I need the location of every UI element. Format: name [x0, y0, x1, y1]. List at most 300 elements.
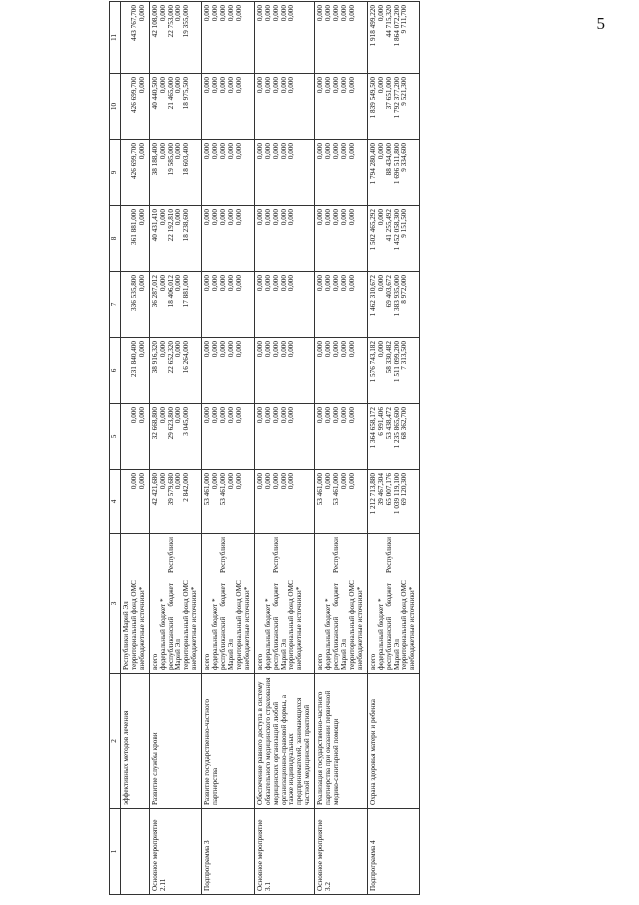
- amount: 6 991,406: [376, 407, 385, 436]
- amount: 0,000: [263, 407, 272, 424]
- amount: 0,000: [324, 5, 333, 22]
- table-body: [120, 2, 419, 895]
- amount: 0,000: [219, 275, 228, 292]
- value-cell: [120, 404, 149, 470]
- value-cell: [149, 140, 202, 206]
- value-cell: [202, 470, 255, 534]
- amount: 88 434,000: [384, 143, 393, 176]
- funding-source-label: всего: [255, 653, 264, 670]
- value-cell: [315, 404, 368, 470]
- amount: 0,000: [203, 407, 212, 424]
- value-cell: [120, 2, 149, 74]
- funding-source-label: внебюджетные источники*: [295, 586, 304, 670]
- amount: 0,000: [263, 275, 272, 292]
- funding-source-label: федеральный бюджет *: [324, 598, 333, 670]
- amount: 0,000: [332, 275, 341, 292]
- amount: 0,000: [332, 77, 341, 94]
- amount: 0,000: [347, 341, 356, 358]
- amount: 0,000: [347, 275, 356, 292]
- value-cell: [120, 338, 149, 404]
- row-title: Обеспечение равного доступа в систему обязательного медицинского страхования медицинских организаций любой организационно-правовой формы, а также индивидуальных предпринимателей, занимающихся частной медицинской практикой: [254, 674, 314, 809]
- funding-source-label: внебюджетные источники*: [190, 586, 199, 670]
- amount: 0,000: [234, 209, 243, 226]
- funding-source-label: федеральный бюджет *: [211, 598, 220, 670]
- amount: 0,000: [255, 341, 264, 358]
- funding-sources: [120, 534, 149, 674]
- amount: 0,000: [316, 77, 325, 94]
- amount: 0,000: [226, 473, 235, 490]
- amount: 0,000: [174, 77, 183, 94]
- value-cell: [149, 272, 202, 338]
- amount: 0,000: [279, 275, 288, 292]
- table-row: [254, 2, 314, 895]
- amount: 0,000: [332, 341, 341, 358]
- value-cell: [254, 338, 314, 404]
- funding-sources: [149, 534, 202, 674]
- amount: 1 383 935,000: [392, 275, 401, 317]
- amount: 1 794 280,400: [368, 143, 377, 185]
- amount: 0,000: [287, 407, 296, 424]
- amount: 0,000: [279, 77, 288, 94]
- col-number: 1: [110, 809, 121, 895]
- amount: 0,000: [271, 275, 280, 292]
- funding-source-label: всего: [203, 653, 212, 670]
- value-cell: [202, 2, 255, 74]
- amount: 0,000: [347, 143, 356, 160]
- amount: 0,000: [339, 77, 348, 94]
- amount: 32 668,800: [150, 407, 159, 440]
- table-row: [367, 2, 420, 895]
- column-number-row: [110, 2, 121, 895]
- funding-source-label: территориальный фонд ОМС: [129, 580, 138, 670]
- row-name: [120, 809, 149, 895]
- amount: 0,000: [255, 209, 264, 226]
- value-cell: [254, 272, 314, 338]
- value-cell: [315, 2, 368, 74]
- amount: 0,000: [137, 407, 146, 424]
- amount: 16 264,000: [182, 341, 191, 374]
- value-cell: [254, 206, 314, 272]
- amount: 0,000: [287, 341, 296, 358]
- col-number: 9: [110, 140, 121, 206]
- amount: 0,000: [339, 209, 348, 226]
- funding-source-label: республиканский бюджет Республики Марий Эл: [271, 537, 288, 670]
- amount: 0,000: [226, 143, 235, 160]
- amount: 443 767,700: [129, 5, 138, 41]
- amount: 0,000: [174, 5, 183, 22]
- row-title: Охрана здоровья матери и ребенка: [367, 674, 420, 809]
- amount: 0,000: [174, 275, 183, 292]
- amount: 69 120,300: [400, 473, 409, 506]
- amount: 0,000: [234, 77, 243, 94]
- amount: 0,000: [203, 275, 212, 292]
- value-cell: [120, 272, 149, 338]
- amount: 22 652,320: [166, 341, 175, 374]
- amount: 9 334,600: [400, 143, 409, 172]
- value-cell: [202, 140, 255, 206]
- amount: 0,000: [316, 5, 325, 22]
- amount: 18 406,012: [166, 275, 175, 308]
- amount: 22 192,810: [166, 209, 175, 242]
- amount: 1 864 072,200: [392, 5, 401, 47]
- funding-source-label: территориальный фонд ОМС: [182, 580, 191, 670]
- amount: 0,000: [376, 143, 385, 160]
- row-title: эффективных методов лечения: [120, 674, 149, 809]
- amount: 0,000: [316, 341, 325, 358]
- amount: 0,000: [234, 5, 243, 22]
- amount: 22 753,000: [166, 5, 175, 38]
- amount: 0,000: [234, 275, 243, 292]
- funding-source-label: федеральный бюджет *: [158, 598, 167, 670]
- amount: 0,000: [137, 77, 146, 94]
- amount: 0,000: [339, 341, 348, 358]
- amount: 1 918 499,220: [368, 5, 377, 47]
- table-row: [315, 2, 368, 895]
- value-cell: [254, 74, 314, 140]
- funding-source-label: республиканский бюджет Республики Марий Эл: [219, 537, 235, 670]
- funding-source-label: всего: [150, 653, 159, 670]
- value-cell: [202, 272, 255, 338]
- amount: 0,000: [376, 209, 385, 226]
- amount: 0,000: [255, 275, 264, 292]
- amount: 0,000: [234, 341, 243, 358]
- value-cell: [149, 338, 202, 404]
- amount: 0,000: [263, 77, 272, 94]
- amount: 19 355,000: [182, 5, 191, 38]
- amount: 0,000: [339, 275, 348, 292]
- amount: 0,000: [234, 143, 243, 160]
- amount: 0,000: [203, 77, 212, 94]
- row-name: Подпрограмма 3: [202, 809, 255, 895]
- value-cell: [120, 470, 149, 534]
- amount: 0,000: [263, 143, 272, 160]
- amount: 0,000: [279, 209, 288, 226]
- amount: 1 039 119,100: [392, 473, 401, 515]
- amount: 0,000: [137, 473, 146, 490]
- amount: 0,000: [376, 275, 385, 292]
- value-cell: [315, 338, 368, 404]
- amount: 0,000: [263, 341, 272, 358]
- amount: 9 151,500: [400, 209, 409, 238]
- amount: 0,000: [211, 77, 220, 94]
- amount: 0,000: [174, 341, 183, 358]
- amount: 0,000: [332, 143, 341, 160]
- value-cell: [149, 404, 202, 470]
- amount: 17 881,000: [182, 275, 191, 308]
- amount: 0,000: [219, 5, 228, 22]
- amount: 0,000: [255, 407, 264, 424]
- amount: 0,000: [376, 77, 385, 94]
- amount: 58 330,482: [384, 341, 393, 374]
- row-title: Развитие службы крови: [149, 674, 202, 809]
- value-cell: [202, 206, 255, 272]
- amount: 53 461,000: [203, 473, 212, 506]
- amount: 0,000: [255, 143, 264, 160]
- amount: 0,000: [137, 209, 146, 226]
- amount: 0,000: [263, 473, 272, 490]
- funding-source-label: республиканский бюджет Республики Марий Эл: [384, 537, 401, 670]
- row-title: Развитие государственно-частного партнерства: [202, 674, 255, 809]
- amount: 3 045,000: [182, 407, 191, 436]
- amount: 0,000: [226, 407, 235, 424]
- value-cell: [202, 74, 255, 140]
- amount: 0,000: [158, 341, 167, 358]
- amount: 9 521,300: [400, 77, 409, 106]
- amount: 0,000: [279, 143, 288, 160]
- amount: 0,000: [316, 209, 325, 226]
- value-cell: [367, 272, 420, 338]
- amount: 42 108,000: [150, 5, 159, 38]
- funding-sources: [367, 534, 420, 674]
- value-cell: [367, 404, 420, 470]
- value-cell: [120, 206, 149, 272]
- amount: 0,000: [174, 143, 183, 160]
- amount: 0,000: [287, 275, 296, 292]
- amount: 0,000: [211, 143, 220, 160]
- value-cell: [315, 206, 368, 272]
- funding-source-label: внебюджетные источники*: [242, 586, 251, 670]
- amount: 0,000: [287, 77, 296, 94]
- amount: 0,000: [332, 209, 341, 226]
- amount: 2 842,000: [182, 473, 191, 502]
- value-cell: [149, 74, 202, 140]
- value-cell: [202, 404, 255, 470]
- amount: 38 188,400: [150, 143, 159, 176]
- amount: 426 699,700: [129, 143, 138, 179]
- amount: 0,000: [129, 407, 138, 424]
- value-cell: [254, 2, 314, 74]
- amount: 0,000: [226, 341, 235, 358]
- value-cell: [254, 140, 314, 206]
- amount: 1 212 713,880: [368, 473, 377, 515]
- amount: 0,000: [158, 143, 167, 160]
- amount: 0,000: [219, 209, 228, 226]
- amount: 231 840,400: [129, 341, 138, 377]
- amount: 0,000: [203, 341, 212, 358]
- amount: 68 362,700: [400, 407, 409, 440]
- amount: 0,000: [158, 275, 167, 292]
- amount: 21 465,000: [166, 77, 175, 110]
- amount: 7 313,500: [400, 341, 409, 370]
- funding-source-label: всего: [368, 653, 377, 670]
- amount: 0,000: [219, 143, 228, 160]
- amount: 0,000: [226, 209, 235, 226]
- row-title: Реализация государственно-частного партнерства при оказании первичной медико-санитарной помощи: [315, 674, 368, 809]
- amount: 0,000: [287, 143, 296, 160]
- table-row: [202, 2, 255, 895]
- page-number: 5: [596, 14, 605, 33]
- amount: 0,000: [347, 407, 356, 424]
- amount: 0,000: [174, 473, 183, 490]
- amount: 53 461,000: [219, 473, 228, 506]
- amount: 0,000: [203, 5, 212, 22]
- amount: 0,000: [211, 473, 220, 490]
- funding-source-label: республиканский бюджет Республики Марий Эл: [332, 537, 348, 670]
- row-name: Основное мероприятие 3.1: [254, 809, 314, 895]
- amount: 0,000: [324, 143, 333, 160]
- amount: 37 651,000: [384, 77, 393, 110]
- amount: 0,000: [137, 275, 146, 292]
- amount: 0,000: [332, 5, 341, 22]
- amount: 1 839 549,500: [368, 77, 377, 119]
- amount: 1 792 377,200: [392, 77, 401, 119]
- amount: 29 623,800: [166, 407, 175, 440]
- value-cell: [254, 404, 314, 470]
- funding-source-label: федеральный бюджет *: [263, 598, 272, 670]
- funding-source-label: федеральный бюджет *: [376, 598, 385, 670]
- amount: 0,000: [279, 473, 288, 490]
- amount: 1 502 465,292: [368, 209, 377, 251]
- amount: 0,000: [279, 407, 288, 424]
- value-cell: [315, 470, 368, 534]
- amount: 0,000: [158, 407, 167, 424]
- amount: 0,000: [316, 143, 325, 160]
- amount: 0,000: [211, 407, 220, 424]
- value-cell: [315, 74, 368, 140]
- amount: 0,000: [255, 473, 264, 490]
- table-row: [120, 2, 149, 895]
- value-cell: [315, 272, 368, 338]
- value-cell: [315, 140, 368, 206]
- amount: 0,000: [137, 5, 146, 22]
- amount: 0,000: [263, 209, 272, 226]
- amount: 361 881,000: [129, 209, 138, 245]
- amount: 1 462 310,672: [368, 275, 377, 317]
- amount: 0,000: [324, 209, 333, 226]
- value-cell: [149, 2, 202, 74]
- amount: 41 255,492: [384, 209, 393, 242]
- amount: 0,000: [287, 5, 296, 22]
- value-cell: [367, 74, 420, 140]
- budget-table: [109, 1, 420, 895]
- amount: 1 235 865,600: [392, 407, 401, 449]
- amount: 1 364 658,172: [368, 407, 377, 449]
- amount: 0,000: [158, 5, 167, 22]
- amount: 18 975,500: [182, 77, 191, 110]
- col-number: 7: [110, 272, 121, 338]
- amount: 0,000: [339, 5, 348, 22]
- amount: 0,000: [226, 5, 235, 22]
- amount: 0,000: [339, 407, 348, 424]
- amount: 53 461,000: [316, 473, 325, 506]
- amount: 39 467,304: [376, 473, 385, 506]
- value-cell: [254, 470, 314, 534]
- funding-source-label: всего: [316, 653, 325, 670]
- amount: 0,000: [234, 473, 243, 490]
- amount: 0,000: [226, 77, 235, 94]
- amount: 36 287,012: [150, 275, 159, 308]
- amount: 44 715,320: [384, 5, 393, 38]
- amount: 0,000: [271, 341, 280, 358]
- funding-source-label: внебюджетные источники*: [408, 586, 417, 670]
- value-cell: [367, 470, 420, 534]
- row-name: Подпрограмма 4: [367, 809, 420, 895]
- amount: 0,000: [211, 209, 220, 226]
- amount: 0,000: [271, 407, 280, 424]
- amount: 40 440,500: [150, 77, 159, 110]
- funding-source-label: внебюджетные источники*: [355, 586, 364, 670]
- amount: 0,000: [137, 341, 146, 358]
- amount: 0,000: [316, 407, 325, 424]
- col-number: 5: [110, 404, 121, 470]
- amount: 0,000: [347, 473, 356, 490]
- amount: 0,000: [137, 143, 146, 160]
- amount: 0,000: [158, 209, 167, 226]
- amount: 0,000: [324, 473, 333, 490]
- amount: 0,000: [211, 275, 220, 292]
- amount: 18 238,600: [182, 209, 191, 242]
- amount: 0,000: [347, 209, 356, 226]
- value-cell: [367, 2, 420, 74]
- value-cell: [202, 338, 255, 404]
- amount: 0,000: [271, 143, 280, 160]
- amount: 0,000: [316, 275, 325, 292]
- amount: 0,000: [174, 407, 183, 424]
- amount: 0,000: [324, 275, 333, 292]
- value-cell: [367, 338, 420, 404]
- amount: 0,000: [255, 5, 264, 22]
- amount: 69 403,672: [384, 275, 393, 308]
- amount: 0,000: [376, 341, 385, 358]
- amount: 8 972,000: [400, 275, 409, 304]
- amount: 0,000: [324, 407, 333, 424]
- col-number: 2: [110, 674, 121, 809]
- amount: 0,000: [129, 473, 138, 490]
- funding-source-label: республиканский бюджет Республики Марий Эл: [166, 537, 183, 670]
- amount: 0,000: [339, 473, 348, 490]
- col-number: 6: [110, 338, 121, 404]
- amount: 1 696 511,800: [392, 143, 401, 185]
- amount: 0,000: [219, 77, 228, 94]
- amount: 0,000: [174, 209, 183, 226]
- amount: 0,000: [287, 209, 296, 226]
- funding-sources: [254, 534, 314, 674]
- funding-source-label: территориальный фонд ОМС: [347, 580, 356, 670]
- amount: 0,000: [158, 473, 167, 490]
- amount: 0,000: [158, 77, 167, 94]
- amount: 0,000: [263, 5, 272, 22]
- col-number: 10: [110, 74, 121, 140]
- amount: 0,000: [376, 5, 385, 22]
- amount: 38 916,320: [150, 341, 159, 374]
- amount: 19 585,000: [166, 143, 175, 176]
- amount: 0,000: [271, 77, 280, 94]
- amount: 0,000: [347, 77, 356, 94]
- funding-source-label: территориальный фонд ОМС: [400, 580, 409, 670]
- amount: 336 535,800: [129, 275, 138, 311]
- funding-source-label: внебюджетные источники*: [137, 586, 146, 670]
- value-cell: [149, 470, 202, 534]
- amount: 0,000: [332, 407, 341, 424]
- amount: 0,000: [279, 5, 288, 22]
- amount: 0,000: [287, 473, 296, 490]
- amount: 0,000: [219, 407, 228, 424]
- amount: 0,000: [203, 209, 212, 226]
- amount: 0,000: [226, 275, 235, 292]
- row-name: Основное мероприятие 3.2: [315, 809, 368, 895]
- amount: 1 452 058,300: [392, 209, 401, 251]
- value-cell: [367, 206, 420, 272]
- col-number: 8: [110, 206, 121, 272]
- amount: 53 461,000: [332, 473, 341, 506]
- funding-source-label: территориальный фонд ОМС: [234, 580, 243, 670]
- amount: 426 699,700: [129, 77, 138, 113]
- amount: 0,000: [339, 143, 348, 160]
- amount: 0,000: [255, 77, 264, 94]
- table-row: [149, 2, 202, 895]
- value-cell: [120, 140, 149, 206]
- amount: 0,000: [271, 209, 280, 226]
